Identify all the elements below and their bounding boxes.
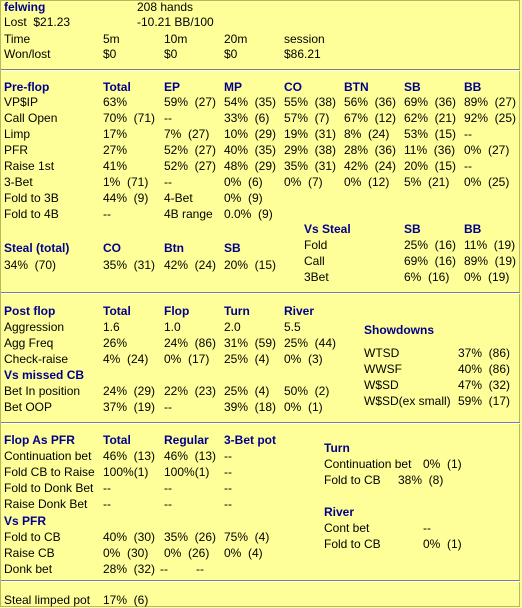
preflop-cell: 53% (15) xyxy=(404,127,457,141)
vs-pfr-cell: 35% (26) xyxy=(164,530,217,544)
vs-pfr-row-label: Fold to CB xyxy=(4,530,61,544)
river-row-value: 0% (1) xyxy=(423,537,462,551)
preflop-cell: -- xyxy=(464,159,472,173)
preflop-col-header: SB xyxy=(404,80,421,94)
preflop-cell: 1% (71) xyxy=(103,175,149,189)
postflop-cell: 25% (4) xyxy=(224,352,270,366)
preflop-col-header: CO xyxy=(284,80,302,94)
preflop-row-label: Call Open xyxy=(4,111,58,125)
flop-pfr-row-label: Raise Donk Bet xyxy=(4,497,88,511)
vs-steal-cell: 6% (16) xyxy=(404,270,450,284)
time-20m: 20m xyxy=(224,32,248,46)
showdowns-title: Showdowns xyxy=(364,323,434,337)
flop-pfr-cell: -- xyxy=(224,481,232,495)
preflop-cell: 44% (9) xyxy=(103,191,149,205)
vs-pfr-cell: -- xyxy=(160,562,168,576)
flop-pfr-cell: -- xyxy=(103,497,111,511)
preflop-cell: 0.0% (9) xyxy=(224,207,273,221)
preflop-cell: 19% (31) xyxy=(284,127,337,141)
flop-pfr-cell: 100%(1) xyxy=(164,465,210,479)
preflop-cell: -- xyxy=(164,175,172,189)
hands-count: 208 hands xyxy=(137,0,194,14)
preflop-cell: 55% (38) xyxy=(284,95,337,109)
preflop-cell: 29% (38) xyxy=(284,143,337,157)
preflop-cell: 17% xyxy=(103,127,128,141)
flop-pfr-cell: 100%(1) xyxy=(103,465,149,479)
vs-pfr-title: Vs PFR xyxy=(4,514,47,528)
river-row-label: Fold to CB xyxy=(324,537,381,551)
preflop-cell: 59% (27) xyxy=(164,95,217,109)
vs-pfr-cell: 40% (30) xyxy=(103,530,156,544)
showdowns-row-value: 59% (17) xyxy=(458,394,511,408)
preflop-cell: 41% xyxy=(103,159,128,173)
preflop-cell: -- xyxy=(164,111,172,125)
preflop-cell: 20% (15) xyxy=(404,159,457,173)
showdowns-row-value: 37% (86) xyxy=(458,346,511,360)
preflop-title: Pre-flop xyxy=(4,80,50,94)
postflop-cell: 0% (3) xyxy=(284,352,323,366)
vs-pfr-cell: 75% (4) xyxy=(224,530,270,544)
preflop-col-header: MP xyxy=(224,80,242,94)
flop-pfr-cell: -- xyxy=(224,465,232,479)
vs-missed-cell: 22% (23) xyxy=(164,384,217,398)
preflop-cell: 0% (25) xyxy=(464,175,510,189)
showdowns-row-label: W$SD(ex small) xyxy=(364,394,451,408)
preflop-cell: 57% (7) xyxy=(284,111,330,125)
preflop-cell: 11% (36) xyxy=(404,143,456,157)
vs-steal-row-label: Call xyxy=(304,254,325,268)
steal-col-btn: Btn xyxy=(164,241,184,255)
preflop-row-label: VP$IP xyxy=(4,95,39,109)
postflop-row-label: Aggression xyxy=(4,320,65,334)
showdowns-row-label: WTSD xyxy=(364,346,400,360)
divider xyxy=(1,422,520,424)
steal-limped-value: 17% (6) xyxy=(103,593,149,607)
vs-steal-col-header: BB xyxy=(464,222,482,236)
postflop-col-header: Turn xyxy=(224,304,250,318)
postflop-cell: 1.0 xyxy=(164,320,181,334)
river-title: River xyxy=(324,505,355,519)
flop-pfr-cell: 46% (13) xyxy=(103,449,156,463)
preflop-cell: 63% xyxy=(103,95,128,109)
postflop-cell: 2.0 xyxy=(224,320,241,334)
postflop-cell: 26% xyxy=(103,336,128,350)
river-row-value: -- xyxy=(423,521,431,535)
flop-pfr-row-label: Fold to Donk Bet xyxy=(4,481,94,495)
flop-pfr-cell: -- xyxy=(224,497,232,511)
preflop-cell: 62% (21) xyxy=(404,111,457,125)
time-5m: 5m xyxy=(103,32,120,46)
postflop-cell: 5.5 xyxy=(284,320,301,334)
preflop-cell: 7% (27) xyxy=(164,127,210,141)
steal-co-value: 35% (31) xyxy=(103,258,156,272)
wonlost-5m: $0 xyxy=(103,47,117,61)
steal-col-sb: SB xyxy=(224,241,241,255)
vs-missed-cell: 0% (1) xyxy=(284,400,323,414)
vs-steal-cell: 0% (19) xyxy=(464,270,510,284)
flop-pfr-row-label: Fold CB to Raise xyxy=(4,465,95,479)
vs-missed-row-label: Bet OOP xyxy=(4,400,53,414)
preflop-cell: -- xyxy=(464,127,472,141)
lost-amount: Lost $21.23 xyxy=(4,15,71,29)
postflop-cell: 25% (44) xyxy=(284,336,337,350)
divider xyxy=(1,292,520,294)
preflop-cell: 42% (24) xyxy=(344,159,397,173)
flop-pfr-cell: 46% (13) xyxy=(164,449,217,463)
postflop-col-header: Total xyxy=(103,304,131,318)
divider xyxy=(1,69,520,71)
flop-pfr-col-header: 3-Bet pot xyxy=(224,433,276,447)
preflop-cell: 70% (71) xyxy=(103,111,156,125)
preflop-cell: 4B range xyxy=(164,207,213,221)
vs-steal-row-label: Fold xyxy=(304,238,328,252)
showdowns-row-value: 47% (32) xyxy=(458,378,511,392)
preflop-col-header: Total xyxy=(103,80,131,94)
steal-col-co: CO xyxy=(103,241,121,255)
bb-per-100: -10.21 BB/100 xyxy=(137,15,214,29)
postflop-row-label: Check-raise xyxy=(4,352,69,366)
postflop-title: Post flop xyxy=(4,304,56,318)
postflop-row-label: Agg Freq xyxy=(4,336,54,350)
showdowns-row-value: 40% (86) xyxy=(458,362,511,376)
wonlost-session: $86.21 xyxy=(284,47,321,61)
flop-pfr-cell: -- xyxy=(164,481,172,495)
time-10m: 10m xyxy=(164,32,188,46)
time-session: session xyxy=(284,32,325,46)
vs-pfr-row-label: Donk bet xyxy=(4,562,53,576)
preflop-cell: 8% (24) xyxy=(344,127,390,141)
preflop-cell: 0% (6) xyxy=(224,175,263,189)
preflop-cell: 69% (36) xyxy=(404,95,457,109)
turn-row-label: Fold to CB xyxy=(324,473,381,487)
preflop-cell: 48% (29) xyxy=(224,159,277,173)
flop-pfr-row-label: Continuation bet xyxy=(4,449,92,463)
preflop-cell: 40% (35) xyxy=(224,143,277,157)
preflop-row-label: Limp xyxy=(4,127,31,141)
preflop-col-header: BTN xyxy=(344,80,369,94)
vs-missed-cell: 24% (29) xyxy=(103,384,156,398)
steal-sb-value: 20% (15) xyxy=(224,258,277,272)
vs-missed-row-label: Bet In position xyxy=(4,384,81,398)
river-row-label: Cont bet xyxy=(324,521,370,535)
vs-steal-col-header: SB xyxy=(404,222,421,236)
preflop-col-header: BB xyxy=(464,80,482,94)
vs-pfr-row-label: Raise CB xyxy=(4,546,55,560)
steal-btn-value: 42% (24) xyxy=(164,258,217,272)
showdowns-row-label: W$SD xyxy=(364,378,399,392)
vs-pfr-cell: 28% (32) xyxy=(103,562,156,576)
flop-pfr-cell: -- xyxy=(103,481,111,495)
turn-row-value: 38% (8) xyxy=(398,473,444,487)
postflop-cell: 31% (59) xyxy=(224,336,277,350)
wonlost-10m: $0 xyxy=(164,47,178,61)
flop-pfr-col-header: Total xyxy=(103,433,131,447)
preflop-col-header: EP xyxy=(164,80,181,94)
preflop-row-label: Fold to 3B xyxy=(4,191,59,205)
preflop-cell: 0% (7) xyxy=(284,175,323,189)
postflop-cell: 4% (24) xyxy=(103,352,149,366)
preflop-cell: 35% (31) xyxy=(284,159,337,173)
preflop-cell: 0% (9) xyxy=(224,191,263,205)
preflop-row-label: Fold to 4B xyxy=(4,207,59,221)
preflop-cell: 0% (12) xyxy=(344,175,390,189)
flop-pfr-cell: -- xyxy=(164,497,172,511)
vs-missed-cell: 39% (18) xyxy=(224,400,277,414)
preflop-cell: 5% (21) xyxy=(404,175,450,189)
turn-row-value: 0% (1) xyxy=(423,457,462,471)
vs-missed-cell: 50% (2) xyxy=(284,384,330,398)
postflop-col-header: Flop xyxy=(164,304,190,318)
preflop-cell: 54% (35) xyxy=(224,95,277,109)
preflop-cell: 67% (12) xyxy=(344,111,397,125)
preflop-row-label: Raise 1st xyxy=(4,159,55,173)
preflop-cell: 89% (27) xyxy=(464,95,517,109)
preflop-cell: 52% (27) xyxy=(164,143,217,157)
preflop-cell: 4-Bet xyxy=(164,191,193,205)
postflop-cell: 1.6 xyxy=(103,320,120,334)
vs-steal-cell: 11% (19) xyxy=(464,238,516,252)
turn-row-label: Continuation bet xyxy=(324,457,412,471)
divider xyxy=(1,580,520,582)
postflop-cell: 24% (86) xyxy=(164,336,217,350)
vs-pfr-cell: 0% (30) xyxy=(103,546,149,560)
preflop-cell: 52% (27) xyxy=(164,159,217,173)
time-label: Time xyxy=(4,32,31,46)
preflop-cell: 10% (29) xyxy=(224,127,277,141)
vs-pfr-cell: 0% (26) xyxy=(164,546,210,560)
preflop-row-label: PFR xyxy=(4,143,28,157)
turn-title: Turn xyxy=(324,441,350,455)
vs-steal-cell: 25% (16) xyxy=(404,238,457,252)
vs-steal-title: Vs Steal xyxy=(304,222,351,236)
flop-pfr-cell: -- xyxy=(224,449,232,463)
preflop-cell: 27% xyxy=(103,143,128,157)
preflop-cell: 92% (25) xyxy=(464,111,517,125)
vs-missed-cell: 25% (4) xyxy=(224,384,270,398)
vs-missed-cell: -- xyxy=(164,400,172,414)
postflop-cell: 0% (17) xyxy=(164,352,210,366)
preflop-cell: 0% (27) xyxy=(464,143,510,157)
flop-pfr-title: Flop As PFR xyxy=(4,433,75,447)
preflop-cell: 56% (36) xyxy=(344,95,397,109)
flop-pfr-col-header: Regular xyxy=(164,433,209,447)
wonlost-label: Won/lost xyxy=(4,47,51,61)
showdowns-row-label: WWSF xyxy=(364,362,402,376)
wonlost-20m: $0 xyxy=(224,47,238,61)
steal-limped-label: Steal limped pot xyxy=(4,593,91,607)
preflop-cell: 33% (6) xyxy=(224,111,270,125)
postflop-col-header: River xyxy=(284,304,315,318)
preflop-row-label: 3-Bet xyxy=(4,175,33,189)
steal-total-title: Steal (total) xyxy=(4,241,70,255)
preflop-cell: 28% (36) xyxy=(344,143,397,157)
vs-steal-cell: 69% (16) xyxy=(404,254,457,268)
steal-total-value: 34% (70) xyxy=(4,258,57,272)
vs-steal-cell: 89% (19) xyxy=(464,254,517,268)
vs-steal-row-label: 3Bet xyxy=(304,270,329,284)
vs-pfr-cell: 0% (4) xyxy=(224,546,263,560)
preflop-cell: -- xyxy=(103,207,111,221)
player-name: felwing xyxy=(4,0,46,14)
vs-missed-cell: 37% (19) xyxy=(103,400,156,414)
vs-missed-cb-title: Vs missed CB xyxy=(4,368,85,382)
vs-pfr-cell: -- xyxy=(196,562,204,576)
